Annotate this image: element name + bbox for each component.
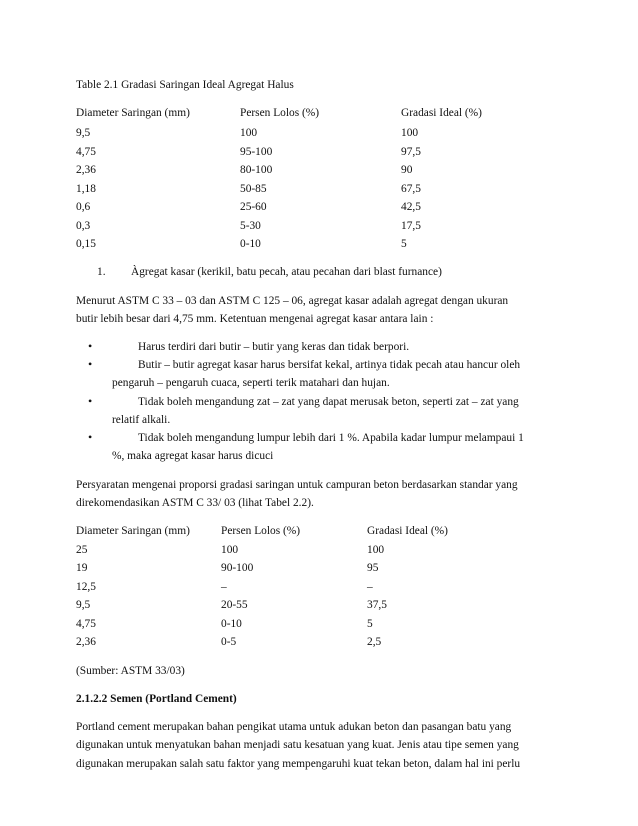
table-cell: 0-10	[221, 618, 242, 630]
paragraph-line: digunakan untuk menyatukan bahan menjadi satu kesatuan yang kuat. Jenis atau tipe semen yang	[76, 739, 519, 751]
bullet-icon: •	[88, 339, 93, 353]
table-cell: 17,5	[401, 220, 421, 232]
table-cell: 5	[401, 238, 407, 250]
table-cell: 50-85	[240, 183, 267, 195]
table-cell: –	[367, 581, 373, 593]
table-cell: 25	[76, 544, 88, 556]
table-cell: 37,5	[367, 599, 387, 611]
table-cell: 80-100	[240, 164, 273, 176]
table-cell: 90-100	[221, 562, 254, 574]
table-cell: 97,5	[401, 146, 421, 158]
table-cell: 95-100	[240, 146, 273, 158]
table-cell: 42,5	[401, 201, 421, 213]
table-cell: 90	[401, 164, 413, 176]
table-cell: 2,36	[76, 636, 96, 648]
paragraph-line: digunakan merupakan salah satu faktor yang mempengaruhi kuat tekan beton, dalam hal ini perlu	[76, 758, 521, 770]
table-cell: 2,36	[76, 164, 96, 176]
source-note: (Sumber: ASTM 33/03)	[76, 665, 185, 677]
table-cell: 100	[367, 544, 385, 556]
table-cell: 5	[367, 618, 373, 630]
table2-header-gradasi: Gradasi Ideal (%)	[367, 525, 448, 537]
table-cell: 100	[401, 127, 419, 139]
list-text: Harus terdiri dari butir – butir yang keras dan tidak berpori.	[138, 341, 410, 353]
table-cell: 0,15	[76, 238, 96, 250]
table2-header-persen: Persen Lolos (%)	[221, 525, 301, 537]
table-cell: 4,75	[76, 618, 96, 630]
bullet-icon: •	[88, 357, 93, 371]
table-cell: 67,5	[401, 183, 421, 195]
table2-header-diameter: Diameter Saringan (mm)	[76, 525, 190, 537]
table-cell: 0-5	[221, 636, 237, 648]
table1-header-gradasi: Gradasi Ideal (%)	[401, 107, 482, 119]
table-cell: 19	[76, 562, 88, 574]
paragraph-line: Portland cement merupakan bahan pengikat utama untuk adukan beton dan pasangan batu yang	[76, 721, 512, 733]
table1-caption: Table 2.1 Gradasi Saringan Ideal Agregat Halus	[76, 79, 294, 91]
list-number: 1.	[97, 266, 106, 278]
table-cell: 4,75	[76, 146, 96, 158]
list-text: Butir – butir agregat kasar harus bersifat kekal, artinya tidak pecah atau hancur oleh	[138, 359, 521, 371]
table-cell: 0,3	[76, 220, 91, 232]
paragraph-line: Persyaratan mengenai proporsi gradasi saringan untuk campuran beton berdasarkan standar yang	[76, 479, 518, 491]
table-cell: 9,5	[76, 127, 91, 139]
table-cell: 100	[240, 127, 258, 139]
list-text: %, maka agregat kasar harus dicuci	[112, 450, 274, 462]
table-cell: 20-55	[221, 599, 248, 611]
table-cell: 95	[367, 562, 379, 574]
table-cell: –	[221, 581, 227, 593]
bullet-icon: •	[88, 394, 93, 408]
table-cell: 2,5	[367, 636, 382, 648]
list-text: Àgregat kasar (kerikil, batu pecah, atau pecahan dari blast furnance)	[131, 266, 442, 278]
table-cell: 12,5	[76, 581, 96, 593]
table1-header-persen: Persen Lolos (%)	[240, 107, 320, 119]
list-text: relatif alkali.	[112, 414, 171, 426]
table-cell: 0-10	[240, 238, 261, 250]
paragraph-line: Menurut ASTM C 33 – 03 dan ASTM C 125 – 06, agregat kasar adalah agregat dengan ukuran	[76, 295, 509, 307]
table-cell: 1,18	[76, 183, 96, 195]
table-cell: 9,5	[76, 599, 91, 611]
table-cell: 100	[221, 544, 239, 556]
table1-header-diameter: Diameter Saringan (mm)	[76, 107, 190, 119]
bullet-icon: •	[88, 430, 93, 444]
table-cell: 5-30	[240, 220, 261, 232]
table-cell: 25-60	[240, 201, 267, 213]
section-heading: 2.1.2.2 Semen (Portland Cement)	[76, 693, 237, 705]
list-text: Tidak boleh mengandung zat – zat yang dapat merusak beton, seperti zat – zat yang	[138, 396, 519, 408]
paragraph-line: direkomendasikan ASTM C 33/ 03 (lihat Tabel 2.2).	[76, 497, 314, 509]
table-cell: 0,6	[76, 201, 91, 213]
paragraph-line: butir lebih besar dari 4,75 mm. Ketentuan mengenai agregat kasar antara lain :	[76, 313, 434, 325]
list-text: pengaruh – pengaruh cuaca, seperti terik matahari dan hujan.	[112, 377, 390, 389]
list-text: Tidak boleh mengandung lumpur lebih dari 1 %. Apabila kadar lumpur melampaui 1	[138, 432, 524, 444]
